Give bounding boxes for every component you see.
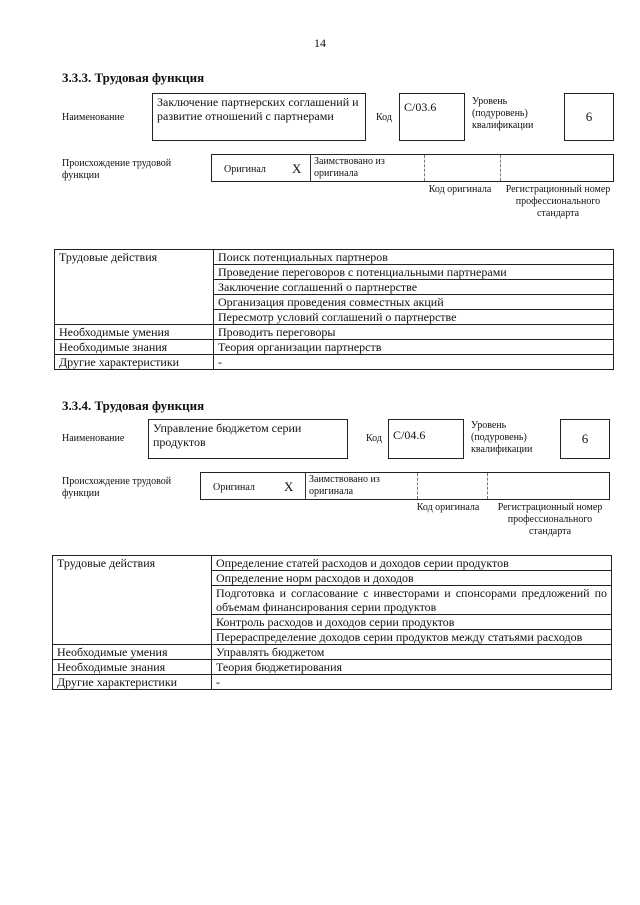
actions-label: Трудовые действия [55, 250, 214, 325]
other-value: - [214, 355, 614, 370]
level-label: Уровень (подуровень) квалификации [471, 420, 533, 455]
code-original-caption: Код оригинала [428, 184, 492, 195]
borrowed-label: Заимствовано из оригинала [309, 474, 380, 497]
reg-number-cell [500, 155, 613, 181]
code-value-box [388, 419, 464, 459]
origin-label: Происхождение трудовой функции [62, 158, 172, 181]
borrowed-cell [310, 155, 424, 181]
name-value-box [148, 419, 348, 459]
knowledge-value: Теория бюджетирования [212, 660, 612, 675]
action-item: Организация проведения совместных акций [214, 295, 614, 310]
level-value: 6 [585, 109, 593, 124]
action-item: Поиск потенциальных партнеров [214, 250, 614, 265]
page-number: 14 [314, 36, 326, 50]
level-value: 6 [581, 431, 589, 446]
skills-value: Управлять бюджетом [212, 645, 612, 660]
action-item: Пересмотр условий соглашений о партнерстве [214, 310, 614, 325]
action-item: Перераспределение доходов серии продуктов между статьями расходов [212, 630, 612, 645]
origin-row [211, 154, 614, 182]
code-label: Код [376, 112, 392, 123]
action-item: Контроль расходов и доходов серии продуктов [212, 615, 612, 630]
origin-row [200, 472, 610, 500]
section-heading: 3.3.3. Трудовая функция [62, 70, 205, 85]
name-value-box [152, 93, 366, 141]
reg-number-caption: Регистрационный номер профессионального стандарта [505, 184, 611, 219]
code-original-cell [424, 155, 500, 181]
reg-number-caption: Регистрационный номер профессионального стандарта [497, 502, 603, 537]
other-label: Другие характеристики [55, 355, 214, 370]
other-value: - [212, 675, 612, 690]
name-value: Управление бюджетом серии продуктов [153, 421, 302, 449]
knowledge-value: Теория организации партнерств [214, 340, 614, 355]
action-item: Заключение соглашений о партнерстве [214, 280, 614, 295]
other-label: Другие характеристики [53, 675, 212, 690]
section-heading: 3.3.4. Трудовая функция [62, 398, 205, 413]
function-table [54, 249, 614, 370]
original-label: Оригинал [224, 164, 266, 175]
original-mark: X [284, 479, 294, 494]
code-original-cell [417, 473, 487, 499]
name-value: Заключение партнерских соглашений и развитие отношений с партнерами [157, 95, 359, 123]
origin-label: Происхождение трудовой функции [62, 476, 172, 499]
code-value: C/03.6 [404, 100, 437, 114]
name-label: Наименование [62, 112, 125, 123]
knowledge-label: Необходимые знания [55, 340, 214, 355]
code-original-caption: Код оригинала [416, 502, 480, 513]
level-value-box [560, 419, 610, 459]
skills-label: Необходимые умения [53, 645, 212, 660]
action-item: Определение норм расходов и доходов [212, 571, 612, 586]
action-item: Проведение переговоров с потенциальными партнерами [214, 265, 614, 280]
name-label: Наименование [62, 433, 125, 444]
borrowed-label: Заимствовано из оригинала [314, 156, 385, 179]
skills-value: Проводить переговоры [214, 325, 614, 340]
function-table [52, 555, 612, 690]
action-item: Подготовка и согласование с инвесторами и спонсорами предложений по объемам финансирования серии продуктов [212, 586, 612, 615]
action-item: Определение статей расходов и доходов серии продуктов [212, 556, 612, 571]
original-mark: X [292, 161, 302, 176]
level-value-box [564, 93, 614, 141]
knowledge-label: Необходимые знания [53, 660, 212, 675]
level-label: Уровень (подуровень) квалификации [472, 96, 534, 131]
actions-label: Трудовые действия [53, 556, 212, 645]
code-value: C/04.6 [393, 428, 426, 442]
original-label: Оригинал [213, 482, 255, 493]
code-value-box [399, 93, 465, 141]
borrowed-cell [305, 473, 417, 499]
reg-number-cell [487, 473, 609, 499]
code-label: Код [366, 433, 382, 444]
skills-label: Необходимые умения [55, 325, 214, 340]
